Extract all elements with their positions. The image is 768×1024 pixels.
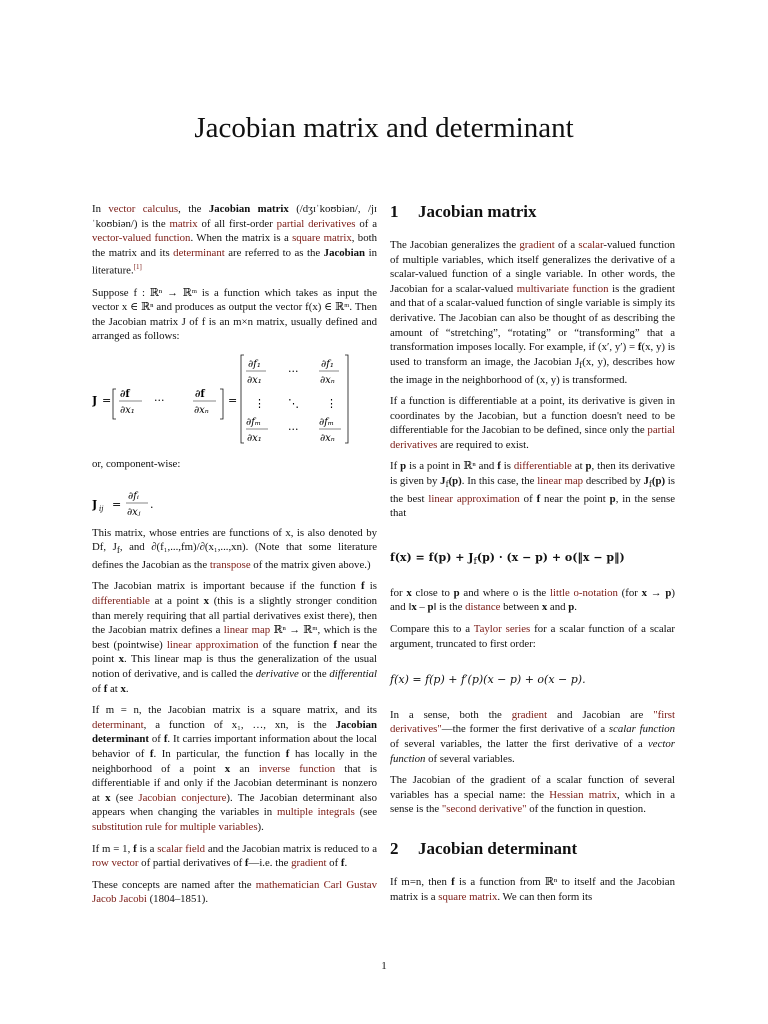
differentiability-paragraph: If a function is differentiable at a point, its derivative is given in coordinates by the Jacobian, but a function doesn't need to be differentiable for the Jacobian to be defined, since only the partial derivatives are required to exist. <box>390 395 675 451</box>
square-case-paragraph: If m = n, the Jacobian matrix is a square matrix, and its determinant, a function of x₁, …, xn, is the Jacobian determinant of f. It carries important information about the local behavior of f. In particular, the function f has locally in the neighborhood of a point x an inverse function that is differentiable if and only if the Jacobian determinant is nonzero at x (see Jacobian conjecture). The Jacobian determinant also appears when changing the variables in multiple integrals (see substitution rule for multiple variables). <box>92 704 378 833</box>
formula-J: J <box>92 497 98 511</box>
link-square-matrix-r[interactable]: square matrix <box>438 890 498 903</box>
right-column <box>390 202 675 911</box>
link-scalar[interactable]: scalar <box>578 239 604 251</box>
link-linear-map-r[interactable]: linear map <box>537 475 584 488</box>
link-multivariate-function[interactable]: multivariate function <box>516 282 609 295</box>
svg-text:=: = <box>102 393 112 407</box>
matrix-dxn-b: ∂xₙ <box>320 432 335 444</box>
link-row-vector[interactable]: row vector <box>92 857 139 870</box>
matrix-dx1: ∂x₁ <box>120 404 135 416</box>
first-derivative-paragraph: In a sense, both the gradient and Jacobian are "first derivatives"—the former the first derivative of a scalar function of several variables, the latter the first derivative of a vector function of several variables. <box>390 708 675 765</box>
left-column <box>92 202 377 914</box>
link-linear-approximation-r[interactable]: linear approximation <box>428 492 520 505</box>
link-gradient-r[interactable]: gradient <box>519 239 555 251</box>
matrix-hdots-3: ··· <box>288 422 299 436</box>
link-jacobian-conjecture[interactable]: Jacobian conjecture <box>138 791 227 804</box>
link-inverse-function[interactable]: inverse function <box>258 762 336 775</box>
link-taylor-series[interactable]: Taylor series <box>473 622 531 635</box>
matrix-vdots-2: ⋮ <box>326 396 337 410</box>
link-determinant-2[interactable]: determinant <box>92 718 144 731</box>
matrix-J-symbol: J <box>92 393 98 407</box>
matrix-df1-b: ∂f₁ <box>321 358 334 370</box>
link-differentiable[interactable]: differentiable <box>92 595 150 608</box>
naming-paragraph: These concepts are named after the mathematician Carl Gustav Jacob Jacobi (1804–1851). <box>92 878 377 906</box>
importance-paragraph: The Jacobian matrix is important because if the function f is differentiable at a point x (this is a slightly stronger condition than merely requiring that all partial derivatives exist there), then the Jacobian matrix defines a linear map ℝⁿ → ℝᵐ, which is the best (pointwise) linear approximation of the function f near the point x. This linear map is thus the generalization of the usual notion of derivative, and is called the derivative or the differential of f at x. <box>92 580 378 695</box>
matrix-dfm-b: ∂fₘ <box>319 416 335 428</box>
generalization-paragraph: The Jacobian generalizes the gradient of a scalar-valued function of multiple variables, which itself generalizes the derivative of a scalar-valued function of a single variable. In other words, the Jacobian for a scalar-valued multivariate function is the gradient and that of a scalar-valued function of single variable is simply its derivative. The Jacobian can also be thought of as describing the amount of “stretching”, “rotating” or “transforming” that a transformation imposes locally. For example, if (x′, y′) = f(x, y) is used to transform an image, the Jacobian $J_f(x$, y), describes how the image in the neighborhood of (x, y) is transformed. <box>390 239 676 386</box>
link-determinant[interactable]: determinant <box>173 246 225 259</box>
section-heading-jacobian-determinant: 2 Jacobian determinant <box>390 838 578 858</box>
link-mathematician[interactable]: mathematician <box>255 878 320 891</box>
page-title: Jacobian matrix and determinant <box>194 112 574 144</box>
matrix-df1-a: ∂f₁ <box>248 358 261 370</box>
citation-1[interactable]: [1] <box>133 263 142 272</box>
little-o-paragraph: for x close to p and where o is the little o-notation (for x → p) and ‖x – p‖ is the distance between x and p. <box>390 586 675 614</box>
definition-paragraph: Suppose f : ℝⁿ → ℝᵐ is a function which takes as input the vector x ∈ ℝⁿ and produces as output the vector f(x) ∈ ℝᵐ. Then the Jacobian matrix J of f is an m×n matrix, usually defined and arranged as follows: <box>92 286 377 343</box>
jacobian-matrix-formula <box>92 351 377 449</box>
matrix-vdots-1: ⋮ <box>254 396 265 410</box>
page-number: 1 <box>381 960 387 972</box>
svg-text:=: = <box>112 497 122 511</box>
matrix-ddots: ⋱ <box>288 396 299 410</box>
scalar-field-paragraph: If m = 1, f is a scalar field and the Jacobian matrix is reduced to a row vector of partial derivatives of f—i.e. the gradient of f. <box>92 842 377 870</box>
link-partial-derivatives[interactable]: partial derivatives <box>276 217 356 230</box>
link-little-o-notation[interactable]: little o-notation <box>549 586 618 599</box>
link-vector-valued-function[interactable]: vector-valued function <box>92 232 191 245</box>
formula-dfi: ∂fᵢ <box>128 490 139 502</box>
link-gradient[interactable]: gradient <box>291 857 327 870</box>
link-transpose[interactable]: transpose <box>209 558 251 571</box>
link-matrix[interactable]: matrix <box>169 217 198 230</box>
matrix-df-1: ∂f <box>120 388 130 400</box>
link-linear-approximation[interactable]: linear approximation <box>166 638 259 651</box>
link-differentiable-r[interactable]: differentiable <box>513 460 572 473</box>
link-second-derivative[interactable]: "second derivative" <box>441 803 527 816</box>
link-substitution-rule[interactable]: substitution rule for multiple variables <box>92 820 258 833</box>
link-jacobi[interactable]: Carl Gustav Jacob Jacobi <box>92 878 377 906</box>
svg-text:=: = <box>228 393 238 407</box>
matrix-dxn: ∂xₙ <box>194 404 209 416</box>
linear-approximation-formula: $f(x) = f(p) + J_f(p) \cdot (x - p)$ + o(‖x − p‖) <box>390 551 625 568</box>
matrix-hdots-2: ··· <box>288 364 299 378</box>
link-hessian-matrix[interactable]: Hessian matrix <box>549 788 617 801</box>
component-formula <box>92 486 212 520</box>
intro-paragraph: In vector calculus, the Jacobian matrix (/dʒɪˈkoʊbiən/, /jɪˈkoʊbiən/) is the matrix of all first-order partial derivatives of a vector-valued function. When the matrix is a square matrix, both the matrix and its determinant are referred to as the Jacobian in literature.[1] <box>92 203 378 277</box>
link-linear-map[interactable]: linear map <box>223 624 271 637</box>
matrix-hdots-1: ··· <box>154 393 165 407</box>
taylor-formula: f(x) = f(p) + f′(p)(x − p) + o(x − p). <box>390 673 586 687</box>
formula-J-sub: ij <box>99 504 104 513</box>
taylor-paragraph: Compare this to a Taylor series for a scalar function of a scalar argument, truncated to first order: <box>390 622 676 650</box>
link-partial-derivatives-r[interactable]: partial derivatives <box>390 424 675 451</box>
link-scalar-field[interactable]: scalar field <box>157 842 206 855</box>
matrix-dx1-b: ∂x₁ <box>247 432 262 444</box>
link-gradient-r2[interactable]: gradient <box>511 708 548 721</box>
matrix-df-2: ∂f <box>195 388 205 400</box>
matrix-dxn-a: ∂xₙ <box>320 374 335 386</box>
notation-paragraph: This matrix, whose entries are functions of x, is also denoted by Df, $J_f$, and ∂(f₁,...,fm)/∂(x₁,...,xn). (Note that some literature defines the Jacobian as the transpose of the matrix given above.) <box>92 526 377 571</box>
link-vector-calculus[interactable]: vector calculus <box>108 203 179 215</box>
hessian-paragraph: The Jacobian of the gradient of a scalar function of several variables has a special name: the Hessian matrix, which in a sense is the "second derivative" of the function in question. <box>390 774 676 816</box>
matrix-dx1-a: ∂x₁ <box>247 374 262 386</box>
svg-text:.: . <box>150 497 154 511</box>
formula-dxj: ∂xⱼ <box>127 506 141 518</box>
link-distance[interactable]: distance <box>465 601 501 614</box>
component-wise-label: or, component-wise: <box>92 457 181 470</box>
link-multiple-integrals[interactable]: multiple integrals <box>276 806 355 819</box>
link-first-derivatives[interactable]: "first derivatives" <box>390 708 675 736</box>
determinant-intro-paragraph: If m=n, then f is a function from ℝⁿ to itself and the Jacobian matrix is a square matrix. We can then form its <box>390 875 675 903</box>
matrix-dfm-a: ∂fₘ <box>246 416 262 428</box>
point-derivative-paragraph: If p is a point in ℝⁿ and f is differentiable at p, then its derivative is given by $J_f(p)$. In this case, the linear map described by $J_f(p)$ is the best linear approximation of f near the point p, in the sense that <box>390 460 676 520</box>
link-square-matrix[interactable]: square matrix <box>292 232 352 245</box>
section-heading-jacobian-matrix: 1 Jacobian matrix <box>390 202 537 221</box>
